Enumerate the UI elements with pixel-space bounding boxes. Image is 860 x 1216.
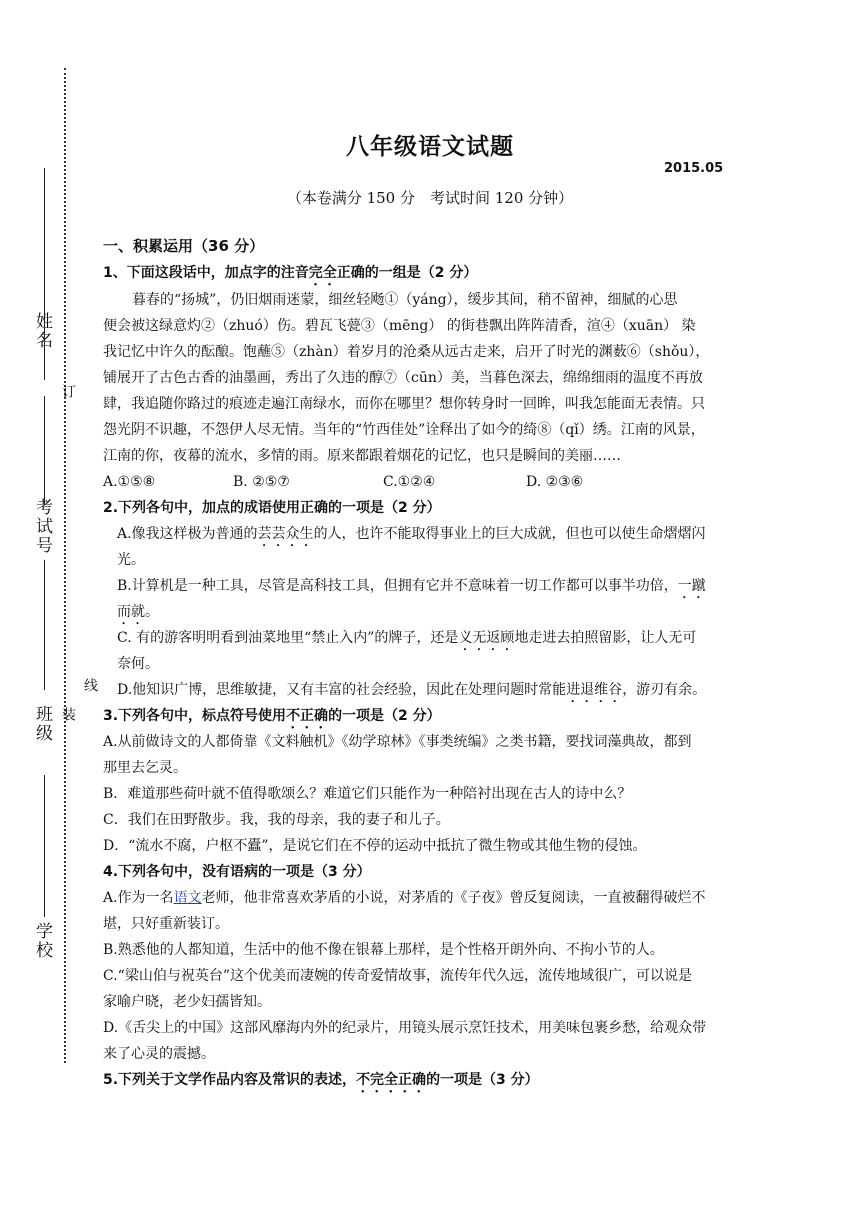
q3-option-a-cont: 那里去乞灵。 xyxy=(103,760,187,776)
class-underline xyxy=(44,560,45,690)
q3-option-d: D．“流水不腐，户枢不蠹”，是说它们在不停的运动中抵抗了微生物或其他生物的侵蚀。 xyxy=(103,838,647,854)
q1-passage-line: 江南的你，夜幕的流水，多情的雨。原来都跟着烟花的记忆，也只是瞬间的美丽…… xyxy=(103,448,621,464)
q5-prompt: 5.下列关于文学作品内容及常识的表述，不完全正确的一项是（3 分） xyxy=(103,1072,539,1088)
binding-dotted-line xyxy=(64,68,66,1063)
q3-option-b: B．难道那些荷叶就不值得歌颂么？难道它们只能作为一种陪衬出现在古人的诗中么？ xyxy=(103,786,632,802)
section-heading: 一、积累运用（36 分） xyxy=(103,237,265,255)
q1-passage-line: 铺展开了古色古香的油墨画，秀出了久违的醇⑦（cūn）美，当暮色深去，绵绵细雨的温度不再放 xyxy=(103,370,703,386)
q1-passage-line: 暮春的“扬城”，仍旧烟雨迷蒙，细丝轻飏①（yáng），缓步其间，稍不留神，细腻的心思 xyxy=(132,292,678,308)
q3-option-a: A.从前做诗文的人都倚靠《文料触机》《幼学琼林》《事类统编》之类书籍，要找词藻典故，都到 xyxy=(103,734,692,750)
school-underline xyxy=(44,775,45,917)
q2-option-c: C. 有的游客明明看到油菜地里“禁止入内”的牌子，还是义无返顾地走进去拍照留影，让人无可 xyxy=(117,630,697,646)
exam-number-underline xyxy=(44,396,45,504)
q1-passage-line: 我记忆中许久的酝酿。饱蘸⑤（zhàn）着岁月的沧桑从远古走来，启开了时光的渊薮⑥（shǒu）， xyxy=(103,344,710,360)
binding-mark-xian: 线 xyxy=(82,678,98,692)
binding-mark-ding: 订 xyxy=(60,384,76,398)
q2-option-c-cont: 奈何。 xyxy=(117,656,159,672)
q1-passage-line: 便会被这绿意灼②（zhuó）伤。碧瓦飞甍③（mēng） 的街巷飘出阵阵清香，渲④（xuān） 染 xyxy=(103,318,696,334)
label-exam-number: 考试号 xyxy=(32,498,52,555)
q1-passage-line: 怨光阴不识趣，不怨伊人尽无情。当年的“竹西佳处”诠释出了如今的绮⑧（qǐ）绣。江南的风景， xyxy=(103,422,705,438)
q4-option-b: B.熟悉他的人都知道，生活中的他不像在银幕上那样，是个性格开朗外向、不拘小节的人。 xyxy=(103,942,664,958)
q1-option-b: B. ②⑤⑦ xyxy=(233,474,290,490)
q4-option-d-cont: 来了心灵的震撼。 xyxy=(103,1046,215,1062)
q1-option-d: D. ②③⑥ xyxy=(526,474,584,490)
yuwen-link[interactable]: 语文 xyxy=(173,890,202,906)
q4-option-d: D.《舌尖上的中国》这部风靡海内外的纪录片，用镜头展示烹饪技术，用美味包裹乡愁，给观众带 xyxy=(103,1020,707,1036)
q4-option-c-cont: 家喻户晓，老少妇孺皆知。 xyxy=(103,994,271,1010)
label-class: 班级 xyxy=(32,705,52,743)
exam-date: 2015.05 xyxy=(664,161,724,176)
q2-prompt: 2.下列各句中，加点的成语使用正确的一项是（2 分） xyxy=(103,500,441,516)
q2-option-b-cont: 而就。 xyxy=(117,604,159,620)
q1-option-a: A.①⑤⑧ xyxy=(103,474,156,490)
q4-option-a: A.作为一名语文老师，他非常喜欢茅盾的小说，对茅盾的《子夜》曾反复阅读，一直被翻得破烂不 xyxy=(103,890,706,906)
q1-prompt: 1、下面这段话中，加点字的注音完全正确的一组是（2 分） xyxy=(103,265,478,281)
exam-subtitle: （本卷满分 150 分 考试时间 120 分钟） xyxy=(286,189,574,207)
q2-option-a: A.像我这样极为普通的芸芸众生的人，也许不能取得事业上的巨大成就，但也可以使生命熠熠闪 xyxy=(117,526,706,542)
q2-option-b: B.计算机是一种工具，尽管是高科技工具，但拥有它并不意味着一切工作都可以事半功倍，一蹴 xyxy=(117,578,706,594)
q4-prompt: 4.下列各句中，没有语病的一项是（3 分） xyxy=(103,864,371,880)
label-school: 学校 xyxy=(32,922,52,960)
page-title: 八年级语文试题 xyxy=(346,134,514,160)
q3-option-c: C．我们在田野散步。我，我的母亲，我的妻子和儿子。 xyxy=(103,812,450,828)
q4-option-a-cont: 堪，只好重新装订。 xyxy=(103,916,229,932)
q3-prompt: 3.下列各句中，标点符号使用不正确的一项是（2 分） xyxy=(103,708,441,724)
label-name: 姓名 xyxy=(32,312,52,350)
q1-passage-line: 肆，我追随你路过的痕迹走遍江南绿水，而你在哪里？想你转身时一回眸，叫我怎能面无表情。只 xyxy=(103,396,705,412)
q2-option-d: D.他知识广博，思维敏捷，又有丰富的社会经验，因此在处理问题时常能进退维谷，游刃有余。 xyxy=(117,682,707,698)
q4-option-c: C.“梁山伯与祝英台”这个优美而凄婉的传奇爱情故事，流传年代久远，流传地域很广，可以说是 xyxy=(103,968,692,984)
binding-mark-zhuang: 装 xyxy=(60,707,76,721)
q2-option-a-cont: 光。 xyxy=(117,552,145,568)
q1-option-c: C.①②④ xyxy=(383,474,436,490)
